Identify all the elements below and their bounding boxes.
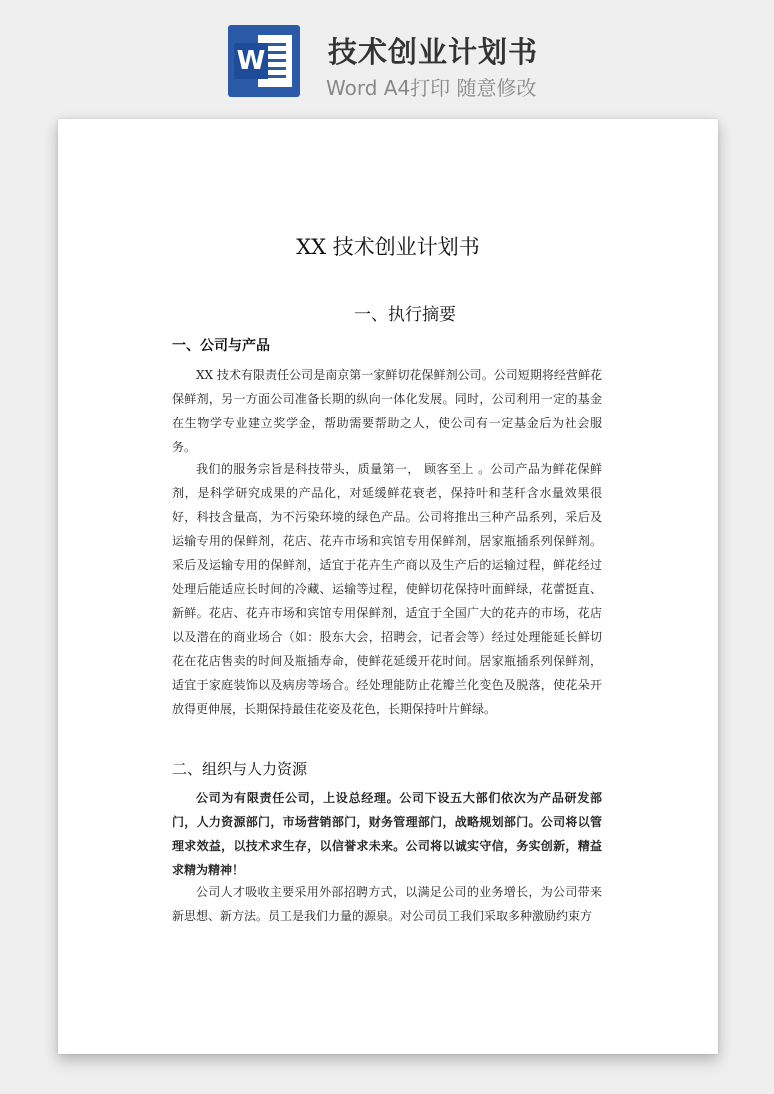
banner-subtitle: Word A4打印 随意修改: [326, 76, 537, 100]
subheading-company-products: 一、公司与产品: [172, 338, 270, 354]
paragraph-bold: 公司为有限责任公司，上设总经理。公司下设五大部们依次为产品研发部门，人力资源部门，市场营销部门，财务管理部门，战略规划部门。公司将以管理求效益，以技术求生存，以信誉求未来。公司将以诚实守信，务实创新，精益求精为精神！: [172, 791, 602, 877]
subheading-organization: 二、组织与人力资源: [172, 760, 308, 778]
header-banner: [0, 0, 774, 110]
banner-title: 技术创业计划书: [328, 35, 539, 69]
word-doc-icon: [228, 25, 300, 97]
section-heading-summary: 一、执行摘要: [354, 305, 456, 325]
paragraph: 公司人才吸收主要采用外部招聘方式，以满足公司的业务增长，为公司带来新思想、新方法。员工是我们力量的源泉。对公司员工我们采取多种激励约束方: [172, 885, 602, 923]
document-title: XX 技术创业计划书: [296, 235, 480, 259]
paragraph: XX 技术有限责任公司是南京第一家鲜切花保鲜剂公司。公司短期将经营鲜花保鲜剂，另一方面公司准备长期的纵向一体化发展。同时，公司利用一定的基金在生物学专业建立奖学金，帮助需要帮助之人，使公司有一定基金后为社会服务。: [172, 368, 602, 454]
paragraph: 我们的服务宗旨是科技带头，质量第一， 顾客至上 。公司产品为鲜花保鲜剂，是科学研究成果的产品化，对延缓鲜花衰老，保持叶和茎秆含水量效果很好，科技含量高，为不污染环境的绿色产品。公司将推出三种产品系列，采后及运输专用的保鲜剂，花店、花卉市场和宾馆专用保鲜剂，居家瓶插系列保鲜剂。采后及运输专用的保鲜剂，适宜于花卉生产商以及生产后的运输过程，鲜花经过处理后能适应长时间的冷藏、运输等过程，使鲜切花保持叶面鲜绿，花蕾挺直、新鲜。花店、花卉市场和宾馆专用保鲜剂，适宜于全国广大的花卉的市场，花店以及潜在的商业场合（如：股东大会，招聘会，记者会等）经过处理能延长鲜切花在花店售卖的时间及瓶插寿命，使鲜花延缓开花时间。居家瓶插系列保鲜剂，适宜于家庭装饰以及病房等场合。经处理能防止花瓣兰化变色及脱落，使花朵开放得更伸展，长期保持最佳花姿及花色，长期保持叶片鲜绿。: [172, 462, 602, 716]
app-letter: W: [234, 43, 268, 79]
document-page: [58, 119, 718, 1054]
